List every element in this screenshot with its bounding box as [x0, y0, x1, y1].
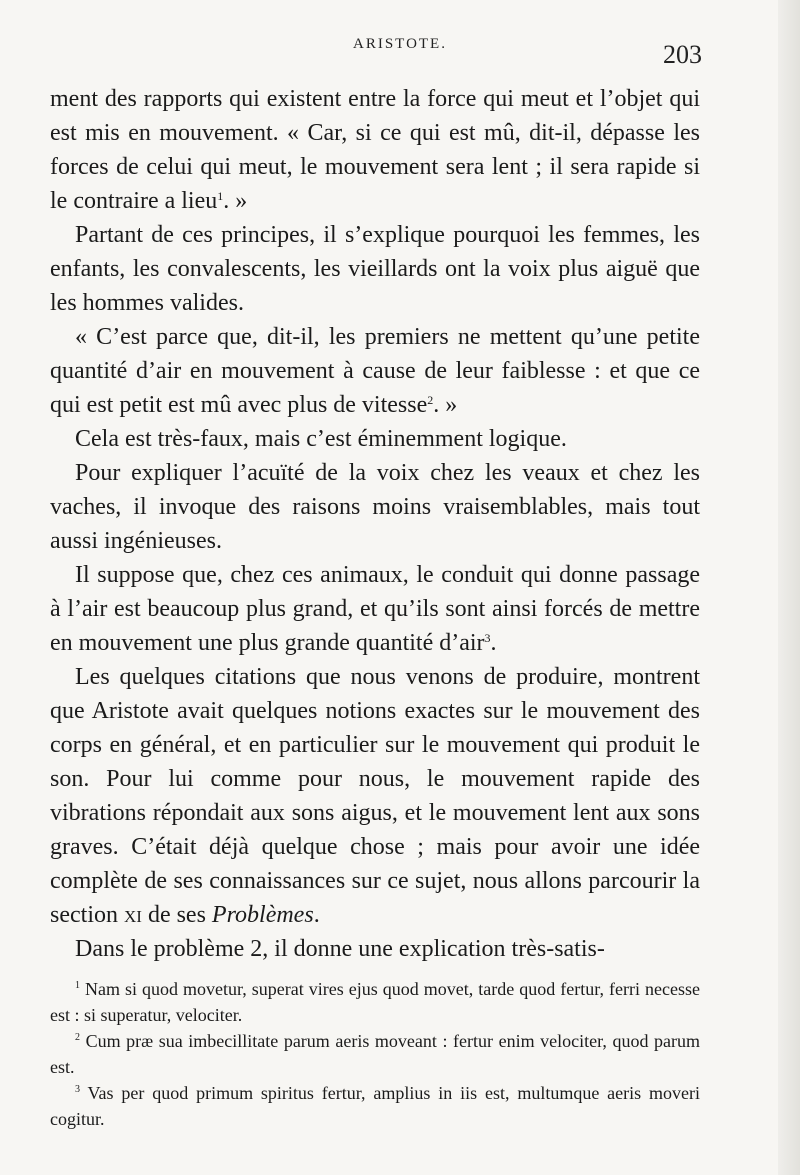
footnote [50, 976, 700, 1028]
paragraph [50, 320, 700, 422]
paragraph [50, 456, 700, 558]
paragraph-end: . [490, 630, 497, 656]
footnote-ref: 3 [484, 631, 491, 645]
paragraph-text: de ses [141, 902, 212, 928]
paragraph-text: Les quelques citations que nous venons de produire, montrent que Aristote avait quelques notions exactes sur le mouvement des corps en général, et en particulier sur le mouvement qui produit le son. Pour lui comme pour nous, le mouvement rapide des vibrations répondait aux sons aigus, et le mouvement lent aux sons graves. C’était déjà quelque chose ; mais pour avoir une idée complète de ses connaissances sur ce sujet, nous allons parcourir la section [50, 664, 700, 928]
paragraph-text: « C’est parce que, dit-il, les premiers ne mettent qu’une petite quantité d’air en mouvement à cause de leur faiblesse : et que ce qui est petit est mû avec plus de vitesse [50, 324, 700, 418]
section-number: xi [123, 902, 142, 928]
book-title: Problèmes [211, 902, 314, 928]
footnote-text: Nam si quod movetur, superat vires ejus quod movet, tarde quod fertur, ferri necesse est : si superatur, velociter. [50, 979, 700, 1025]
paragraph-text: ment des rapports qui existent entre la force qui meut et l’objet qui est mis en mouvement. « Car, si ce qui est mû, dit-il, dépasse les forces de celui qui meut, le mouvement sera lent ; il sera rapide si le contraire a lieu [50, 86, 700, 214]
paragraph [50, 218, 700, 320]
page-edge-shadow [778, 0, 800, 1175]
running-title: ARISTOTE. [353, 36, 447, 52]
body-text [50, 82, 700, 966]
footnote-ref: 2 [427, 393, 434, 407]
paragraph-end: . » [433, 392, 458, 418]
paragraph-text: Partant de ces principes, il s’explique pourquoi les femmes, les enfants, les convalescents, les vieillards ont la voix plus aiguë que les hommes valides. [50, 222, 700, 316]
footnote-number: 3 [75, 1084, 80, 1095]
paragraph-end: . » [223, 188, 248, 214]
paragraph-text: Cela est très-faux, mais c’est éminemment logique. [75, 426, 567, 452]
paragraph-text: Il suppose que, chez ces animaux, le conduit qui donne passage à l’air est beaucoup plus grand, et qu’ils sont ainsi forcés de mettre en mouvement une plus grande quantité d’air [50, 562, 700, 656]
footnote-number: 1 [75, 980, 80, 991]
paragraph-text: Pour expliquer l’acuïté de la voix chez les veaux et chez les vaches, il invoque des raisons moins vraisemblables, mais tout aussi ingénieuses. [50, 460, 700, 554]
footnote-text: Cum præ sua imbecillitate parum aeris moveant : fertur enim velociter, quod parum est. [50, 1031, 701, 1077]
paragraph [50, 932, 700, 966]
footnote-text: Vas per quod primum spiritus fertur, amplius in iis est, multumque aeris moveri cogitur. [50, 1083, 700, 1129]
paragraph [50, 660, 700, 932]
paragraph-text: Dans le problème 2, il donne une explication très-satis- [75, 936, 605, 962]
paragraph-end: . [313, 902, 320, 928]
paragraph [50, 558, 700, 660]
footnote [50, 1028, 700, 1080]
paragraph [50, 82, 700, 218]
footnotes [50, 976, 700, 1132]
paragraph [50, 422, 700, 456]
footnote-number: 2 [75, 1032, 80, 1043]
footnote-ref: 1 [217, 189, 224, 203]
page-number: 203 [663, 40, 702, 69]
footnote [50, 1080, 700, 1132]
